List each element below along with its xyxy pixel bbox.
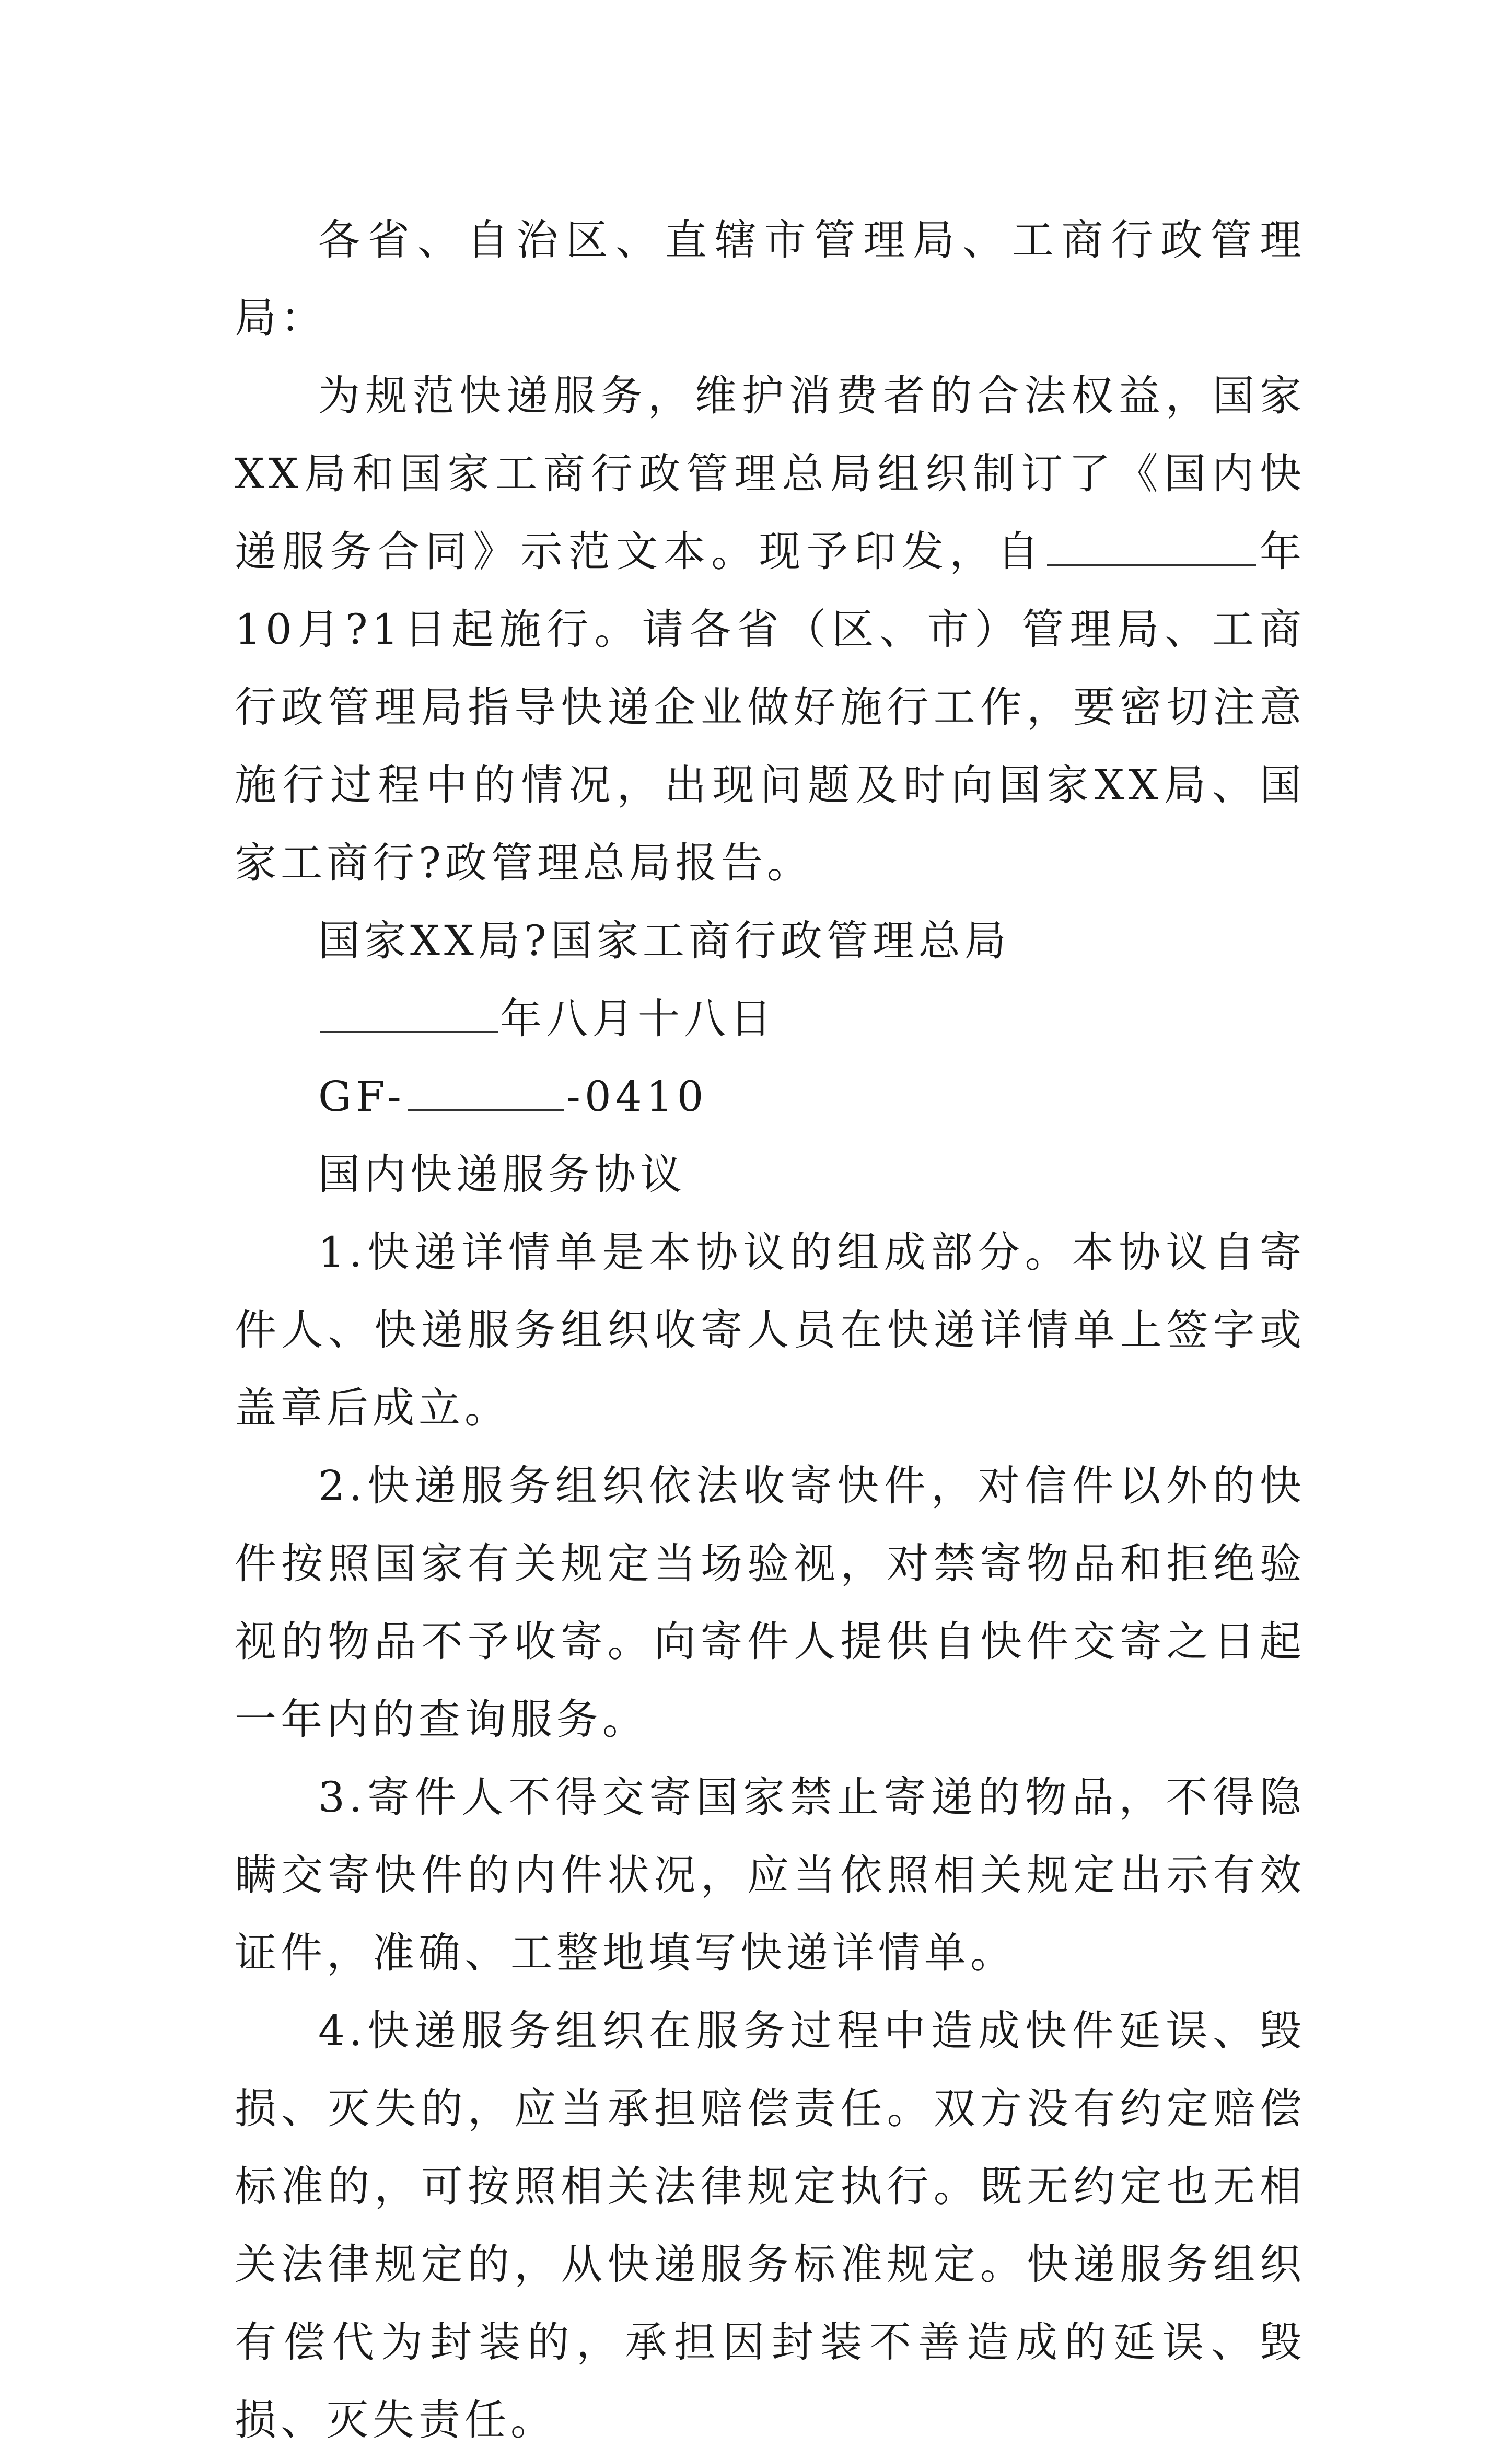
document-code bbox=[235, 1058, 1306, 1135]
salutation: 各省、自治区、直辖市管理局、工商行政管理局： bbox=[235, 216, 1306, 342]
clause-2: 2.快递服务组织依法收寄快件，对信件以外的快件按照国家有关规定当场验视，对禁寄物品和拒绝验视的物品不予收寄。向寄件人提供自快件交寄之日起一年内的查询服务。 bbox=[235, 1462, 1306, 1744]
intro-text-start: 为规范快递服务，维护消费者的合法权益，国家XX局和国家工商行政管理总局组织制订了《国内快递服务合同》示范文本。现予印发，自 bbox=[235, 372, 1306, 576]
code-prefix: GF- bbox=[318, 1072, 405, 1121]
intro-text-end: 年10月?1日起施行。请各省（区、市）管理局、工商行政管理局指导快递企业做好施行工作，要密切注意施行过程中的情况，出现问题及时向国家XX局、国家工商行?政管理总局报告。 bbox=[235, 527, 1306, 887]
clause-1: 1.快递详情单是本协议的组成部分。本协议自寄件人、快递服务组织收寄人员在快递详情单上签字或盖章后成立。 bbox=[235, 1228, 1306, 1432]
code-blank bbox=[408, 1072, 564, 1111]
clause-4: 4.快递服务组织在服务过程中造成快件延误、毁损、灭失的，应当承担赔偿责任。双方没有约定赔偿标准的，可按照相关法律规定执行。既无约定也无相关法律规定的，从快递服务标准规定。快递服务组织有偿代为封装的，承担因封装不善造成的延误、毁损、灭失责任。 bbox=[235, 2006, 1306, 2444]
year-blank bbox=[1047, 527, 1256, 566]
issue-date bbox=[235, 980, 1306, 1058]
code-suffix: -0410 bbox=[566, 1072, 708, 1121]
intro-paragraph bbox=[235, 357, 1306, 902]
issuer: 国家XX局?国家工商行政管理总局 bbox=[318, 917, 1010, 965]
document-body bbox=[235, 201, 1306, 2459]
clause-3: 3.寄件人不得交寄国家禁止寄递的物品，不得隐瞒交寄快件的内件状况，应当依照相关规定出示有效证件，准确、工整地填写快递详情单。 bbox=[235, 1773, 1306, 1977]
agreement-title: 国内快递服务协议 bbox=[318, 1150, 686, 1199]
date-year-blank bbox=[320, 994, 498, 1033]
date-suffix: 年八月十八日 bbox=[500, 994, 776, 1043]
